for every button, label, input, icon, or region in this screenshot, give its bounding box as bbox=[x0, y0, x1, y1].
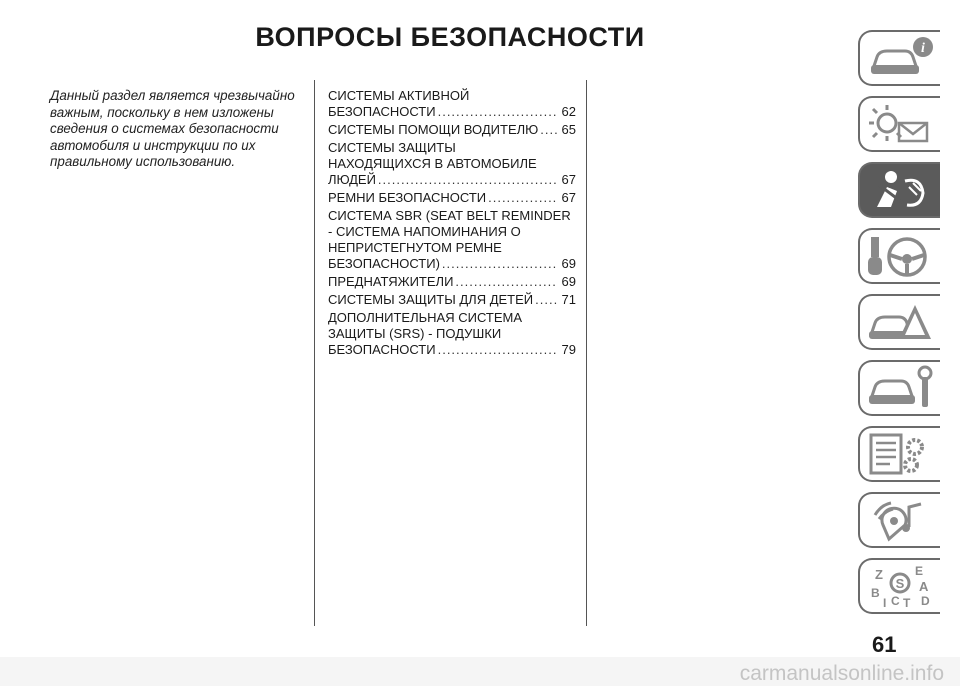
svg-text:C: C bbox=[891, 594, 900, 608]
toc-leader-dots bbox=[455, 274, 557, 290]
toc-leader-dots bbox=[442, 256, 558, 272]
tab-index[interactable] bbox=[858, 558, 940, 614]
toc-entry[interactable] bbox=[328, 140, 576, 188]
toc-entry-line: ДОПОЛНИТЕЛЬНАЯ СИСТЕМА bbox=[328, 310, 523, 325]
intro-text bbox=[50, 88, 300, 171]
column-divider-right bbox=[586, 80, 587, 626]
svg-text:T: T bbox=[903, 596, 911, 609]
toc-entry-title: РЕМНИ БЕЗОПАСНОСТИ bbox=[328, 190, 487, 205]
toc-entry[interactable] bbox=[328, 310, 576, 358]
toc-page-number: 67 bbox=[561, 190, 576, 205]
key-steering-wheel-icon bbox=[865, 233, 935, 279]
toc-entry[interactable] bbox=[328, 292, 576, 308]
intro-line: правильному использованию. bbox=[50, 154, 236, 169]
toc-leader-dots bbox=[488, 190, 557, 206]
tab-car-info[interactable] bbox=[858, 30, 940, 86]
alphabetical-index-icon bbox=[865, 563, 935, 609]
tab-maintenance[interactable] bbox=[858, 360, 940, 416]
toc-entry[interactable] bbox=[328, 208, 576, 272]
toc-page-number: 69 bbox=[561, 274, 576, 289]
toc-entry-title: ЛЮДЕЙ bbox=[328, 172, 376, 187]
tab-multimedia[interactable] bbox=[858, 492, 940, 548]
intro-line: автомобиля и инструкции по их bbox=[50, 137, 256, 153]
toc-entry-title: БЕЗОПАСНОСТИ bbox=[328, 342, 436, 357]
toc-entry-title: БЕЗОПАСНОСТИ) bbox=[328, 256, 440, 271]
car-warning-triangle-icon bbox=[865, 299, 935, 345]
svg-text:A: A bbox=[919, 579, 929, 594]
toc-leader-dots bbox=[438, 104, 558, 120]
dashboard-lights-warning-icon bbox=[865, 101, 935, 147]
toc-page-number: 65 bbox=[561, 122, 576, 137]
toc-entry[interactable] bbox=[328, 88, 576, 120]
svg-text:i: i bbox=[921, 41, 925, 56]
svg-text:B: B bbox=[871, 586, 880, 600]
toc-entry-line: СИСТЕМЫ ЗАЩИТЫ bbox=[328, 140, 456, 155]
column-divider-left bbox=[314, 80, 315, 626]
tab-dashboard-lights[interactable] bbox=[858, 96, 940, 152]
table-of-contents bbox=[328, 88, 576, 360]
toc-page-number: 62 bbox=[561, 104, 576, 119]
toc-page-number: 71 bbox=[561, 292, 576, 307]
toc-entry-line: СИСТЕМА SBR (SEAT BELT REMINDER bbox=[328, 208, 571, 223]
toc-page-number: 67 bbox=[561, 172, 576, 187]
toc-leader-dots bbox=[378, 172, 558, 188]
page-title: ВОПРОСЫ БЕЗОПАСНОСТИ bbox=[255, 22, 645, 52]
toc-entry-line: СИСТЕМЫ АКТИВНОЙ bbox=[328, 88, 470, 103]
toc-page-number: 79 bbox=[561, 342, 576, 357]
svg-text:Z: Z bbox=[875, 567, 883, 582]
watermark-text: carmanualsonline.info bbox=[739, 662, 944, 685]
toc-leader-dots bbox=[438, 342, 558, 358]
toc-entry-line: НАХОДЯЩИХСЯ В АВТОМОБИЛЕ bbox=[328, 156, 537, 171]
svg-text:E: E bbox=[915, 564, 924, 578]
toc-leader-dots bbox=[540, 122, 557, 138]
toc-entry-line: НЕПРИСТЕГНУТОМ РЕМНЕ bbox=[328, 240, 502, 255]
toc-entry-line: ЗАЩИТЫ (SRS) - ПОДУШКИ bbox=[328, 326, 502, 341]
toc-entry-title: СИСТЕМЫ ПОМОЩИ ВОДИТЕЛЮ bbox=[328, 122, 539, 137]
tab-emergency[interactable] bbox=[858, 294, 940, 350]
toc-entry[interactable] bbox=[328, 274, 576, 290]
toc-entry[interactable] bbox=[328, 190, 576, 206]
specs-list-gears-icon bbox=[865, 431, 935, 477]
svg-text:I: I bbox=[883, 596, 887, 609]
toc-entry[interactable] bbox=[328, 122, 576, 138]
page-number: 61 bbox=[872, 632, 897, 657]
intro-line: важным, поскольку в нем изложены bbox=[50, 104, 274, 120]
toc-entry-title: БЕЗОПАСНОСТИ bbox=[328, 104, 436, 119]
toc-entry-title: ПРЕДНАТЯЖИТЕЛИ bbox=[328, 274, 454, 289]
svg-text:D: D bbox=[921, 594, 930, 608]
toc-entry-line: - СИСТЕМА НАПОМИНАНИЯ О bbox=[328, 224, 521, 239]
svg-text:S: S bbox=[895, 576, 905, 591]
intro-line: сведения о системах безопасности bbox=[50, 121, 279, 136]
car-info-icon bbox=[865, 35, 935, 81]
tab-technical-data[interactable] bbox=[858, 426, 940, 482]
tab-safety[interactable] bbox=[858, 162, 940, 218]
toc-leader-dots bbox=[535, 292, 557, 308]
toc-page-number: 69 bbox=[561, 256, 576, 271]
intro-line: Данный раздел является чрезвычайно bbox=[50, 88, 295, 103]
car-wrench-icon bbox=[865, 365, 935, 411]
tab-starting-driving[interactable] bbox=[858, 228, 940, 284]
toc-entry-title: СИСТЕМЫ ЗАЩИТЫ ДЛЯ ДЕТЕЙ bbox=[328, 292, 534, 307]
multimedia-note-icon bbox=[865, 497, 935, 543]
seatbelt-airbag-icon bbox=[865, 167, 935, 213]
